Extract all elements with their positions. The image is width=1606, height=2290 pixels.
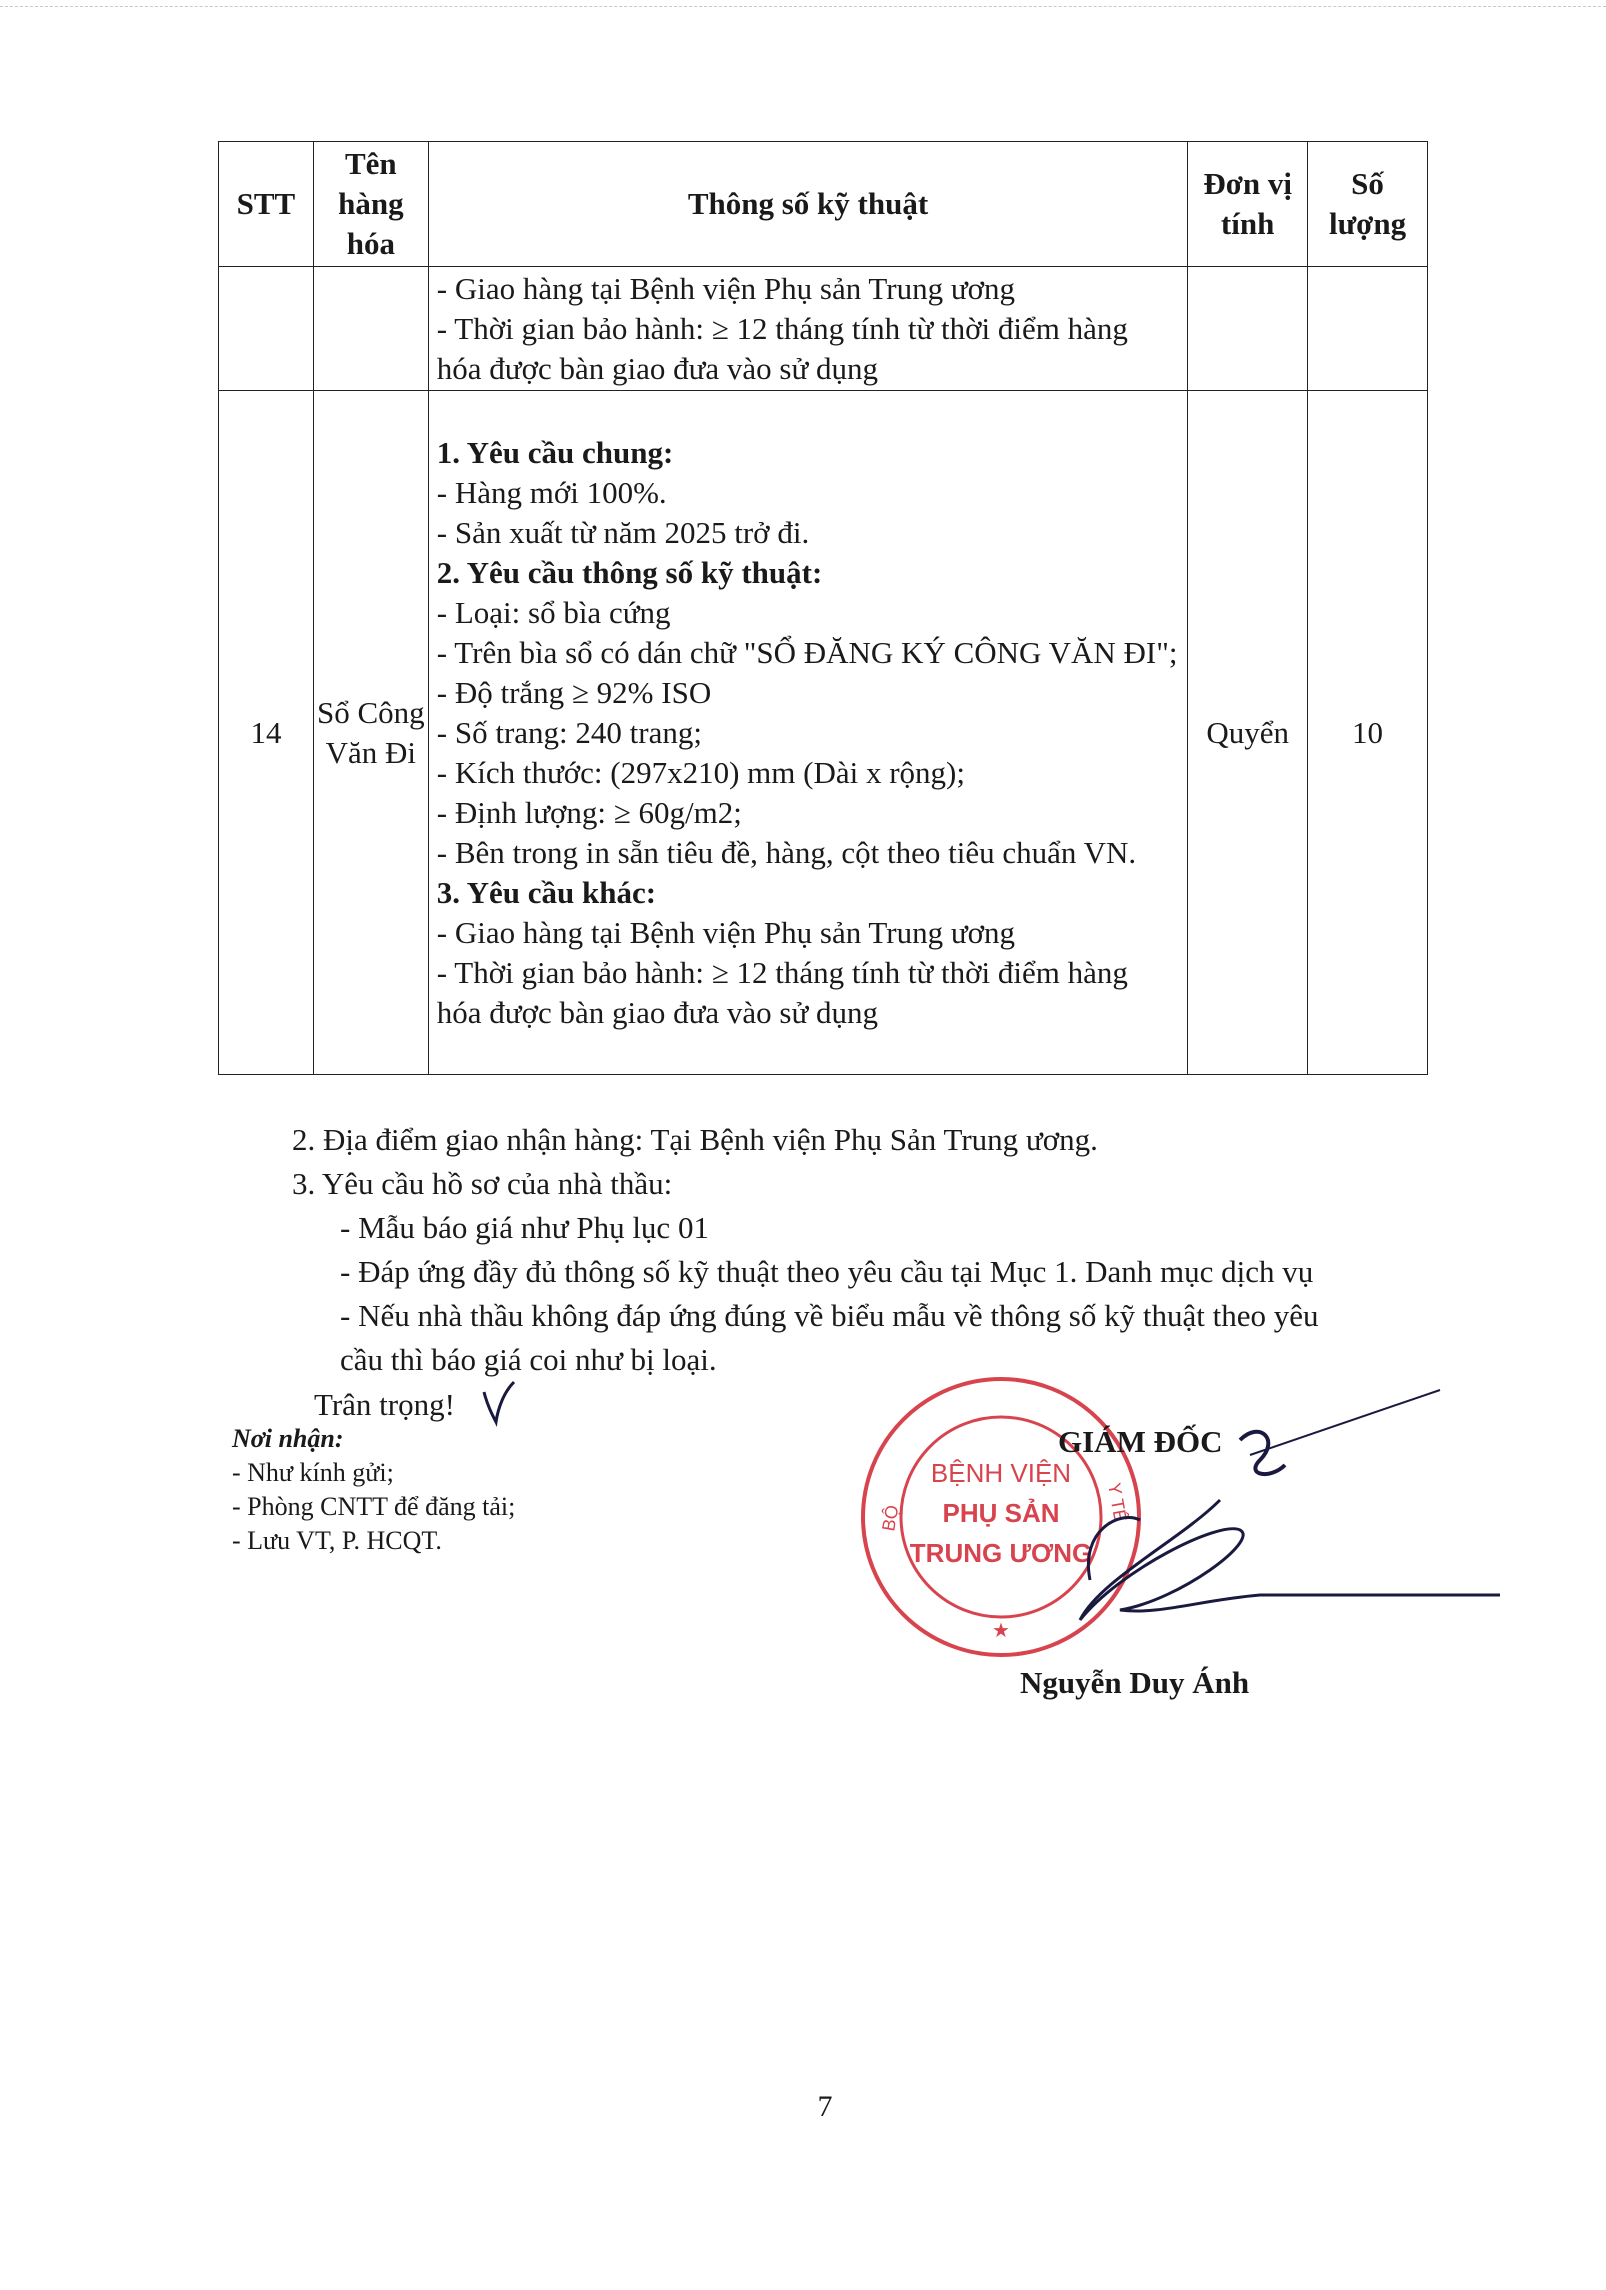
- cell-spec: [428, 391, 1187, 1075]
- spec-line: - Giao hàng tại Bệnh viện Phụ sản Trung ương: [436, 270, 1016, 306]
- header-qty: Số lượng: [1308, 142, 1428, 267]
- requirement-line: - Nếu nhà thầu không đáp ứng đúng về biểu mẫu về thông số kỹ thuật theo yêu: [340, 1298, 1319, 1333]
- stamp-line-1: BỆNH VIỆN: [930, 1458, 1072, 1488]
- header-spec: Thông số kỹ thuật: [428, 142, 1187, 267]
- item-delivery-location: 2. Địa điểm giao nhận hàng: Tại Bệnh viện Phụ Sản Trung ương.: [292, 1122, 1098, 1157]
- spec-heading: 3. Yêu cầu khác:: [436, 874, 657, 910]
- spec-line: - Bên trong in sẵn tiêu đề, hàng, cột theo tiêu chuẩn VN.: [436, 834, 1137, 870]
- recipients-heading: Nơi nhận:: [232, 1424, 344, 1453]
- header-stt: STT: [219, 142, 314, 267]
- closing-greeting: Trân trọng!: [314, 1387, 455, 1422]
- recipient-line: - Lưu VT, P. HCQT.: [232, 1526, 442, 1555]
- recipient-line: - Như kính gửi;: [232, 1458, 394, 1487]
- spec-line: - Số trang: 240 trang;: [436, 714, 702, 750]
- table-row: [219, 391, 1428, 1075]
- stamp-line-2: PHỤ SẢN: [942, 1498, 1060, 1528]
- requirement-line: - Đáp ứng đầy đủ thông số kỹ thuật theo yêu cầu tại Mục 1. Danh mục dịch vụ: [340, 1254, 1314, 1289]
- item-bidder-requirements: 3. Yêu cầu hồ sơ của nhà thầu:: [292, 1166, 673, 1201]
- requirement-line: cầu thì báo giá coi như bị loại.: [340, 1342, 717, 1377]
- spec-table: [218, 141, 1428, 1075]
- stamp-line-3: TRUNG ƯƠNG: [909, 1538, 1093, 1568]
- stamp-ring-right: Y TẾ: [1104, 1481, 1131, 1524]
- signer-name: Nguyễn Duy Ánh: [1020, 1665, 1250, 1700]
- spec-line: - Giao hàng tại Bệnh viện Phụ sản Trung ương: [436, 914, 1016, 950]
- cell-item-name: Sổ Công Văn Đi: [313, 391, 428, 1075]
- cell-qty: 10: [1308, 391, 1428, 1075]
- spec-line: - Thời gian bảo hành: ≥ 12 tháng tính từ thời điểm hàng hóa được bàn giao đưa vào sử dụng: [436, 954, 1128, 1030]
- cell-unit: Quyển: [1188, 391, 1308, 1075]
- page-number: 7: [817, 2090, 833, 2123]
- spec-heading: 2. Yêu cầu thông số kỹ thuật:: [436, 554, 823, 590]
- initial-mark: [480, 1378, 520, 1428]
- signer-title: GIÁM ĐỐC: [1058, 1424, 1223, 1459]
- table-header-row: [219, 142, 1428, 267]
- spec-line: - Độ trắng ≥ 92% ISO: [436, 674, 712, 710]
- header-name: Tên hàng hóa: [313, 142, 428, 267]
- stamp-ring-left: BỘ: [878, 1503, 903, 1533]
- header-unit: Đơn vị tính: [1188, 142, 1308, 267]
- recipient-line: - Phòng CNTT để đăng tải;: [232, 1492, 516, 1521]
- page-top-edge: [0, 6, 1606, 7]
- spec-line: - Loại: sổ bìa cứng: [436, 594, 671, 630]
- spec-line: - Trên bìa sổ có dán chữ "SỔ ĐĂNG KÝ CÔNG VĂN ĐI";: [436, 634, 1178, 670]
- spec-line: - Sản xuất từ năm 2025 trở đi.: [436, 514, 810, 550]
- spec-line: - Kích thước: (297x210) mm (Dài x rộng);: [436, 754, 965, 790]
- spec-line: - Hàng mới 100%.: [436, 474, 667, 510]
- cell-stt: 14: [219, 391, 314, 1075]
- spec-line: - Định lượng: ≥ 60g/m2;: [436, 794, 742, 830]
- handwritten-signature: [1060, 1380, 1510, 1640]
- requirement-line: - Mẫu báo giá như Phụ lục 01: [340, 1210, 709, 1245]
- spec-heading: 1. Yêu cầu chung:: [436, 434, 674, 470]
- spec-line: - Thời gian bảo hành: ≥ 12 tháng tính từ thời điểm hàng hóa được bàn giao đưa vào sử dụng: [436, 310, 1128, 386]
- continued-spec-cell: [428, 267, 1187, 391]
- table-row-continued: [219, 267, 1428, 391]
- stamp-star-icon: ★: [992, 1620, 1010, 1642]
